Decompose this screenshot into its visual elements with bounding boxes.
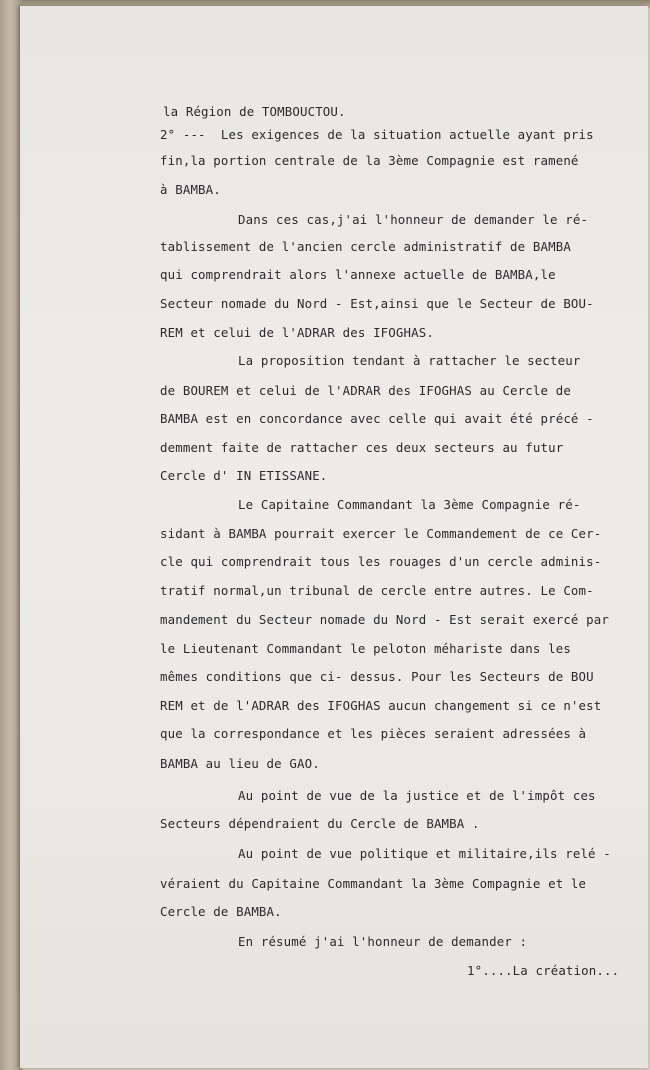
text-line: demment faite de rattacher ces deux secteurs au futur [160, 440, 564, 455]
text-line: Cercle de BAMBA. [160, 904, 282, 919]
text-line: tratif normal,un tribunal de cercle entre autres. Le Com- [160, 583, 594, 598]
text-line: Secteurs dépendraient du Cercle de BAMBA . [160, 816, 480, 831]
text-line: REM et celui de l'ADRAR des IFOGHAS. [160, 325, 434, 340]
text-line: le Lieutenant Commandant le peloton méhariste dans les [160, 641, 571, 656]
text-line: Cercle d' IN ETISSANE. [160, 468, 328, 483]
text-line: mandement du Secteur nomade du Nord - Est serait exercé par [160, 612, 609, 627]
text-line: mêmes conditions que ci- dessus. Pour les Secteurs de BOU [160, 669, 594, 684]
text-line: 2° --- Les exigences de la situation actuelle ayant pris [160, 127, 594, 142]
text-line: Au point de vue politique et militaire,ils relé - [238, 846, 611, 861]
text-line: véraient du Capitaine Commandant la 3ème Compagnie et le [160, 876, 587, 891]
text-line: que la correspondance et les pièces seraient adressées à [160, 726, 587, 741]
text-line: Dans ces cas,j'ai l'honneur de demander le ré- [238, 212, 589, 227]
text-line: La proposition tendant à rattacher le secteur [238, 353, 581, 368]
text-line: Secteur nomade du Nord - Est,ainsi que le Secteur de BOU- [160, 296, 594, 311]
text-line: qui comprendrait alors l'annexe actuelle de BAMBA,le [160, 267, 556, 282]
text-line: à BAMBA. [160, 182, 221, 197]
text-line: tablissement de l'ancien cercle administratif de BAMBA [160, 239, 571, 254]
text-line: BAMBA au lieu de GAO. [160, 756, 320, 771]
text-line: cle qui comprendrait tous les rouages d'un cercle adminis- [160, 554, 602, 569]
text-line: la Région de TOMBOUCTOU. [163, 104, 346, 119]
text-line: BAMBA est en concordance avec celle qui avait été précé - [160, 411, 594, 426]
text-line: Le Capitaine Commandant la 3ème Compagnie ré- [238, 497, 581, 512]
text-line: En résumé j'ai l'honneur de demander : [238, 934, 528, 949]
text-line: 1°....La création... [467, 963, 620, 978]
text-line: fin,la portion centrale de la 3ème Compagnie est ramené [160, 153, 579, 168]
text-line: Au point de vue de la justice et de l'impôt ces [238, 788, 596, 803]
text-line: de BOUREM et celui de l'ADRAR des IFOGHAS au Cercle de [160, 383, 571, 398]
text-line: sidant à BAMBA pourrait exercer le Commandement de ce Cer- [160, 526, 602, 541]
text-line: REM et de l'ADRAR des IFOGHAS aucun changement si ce n'est [160, 698, 602, 713]
